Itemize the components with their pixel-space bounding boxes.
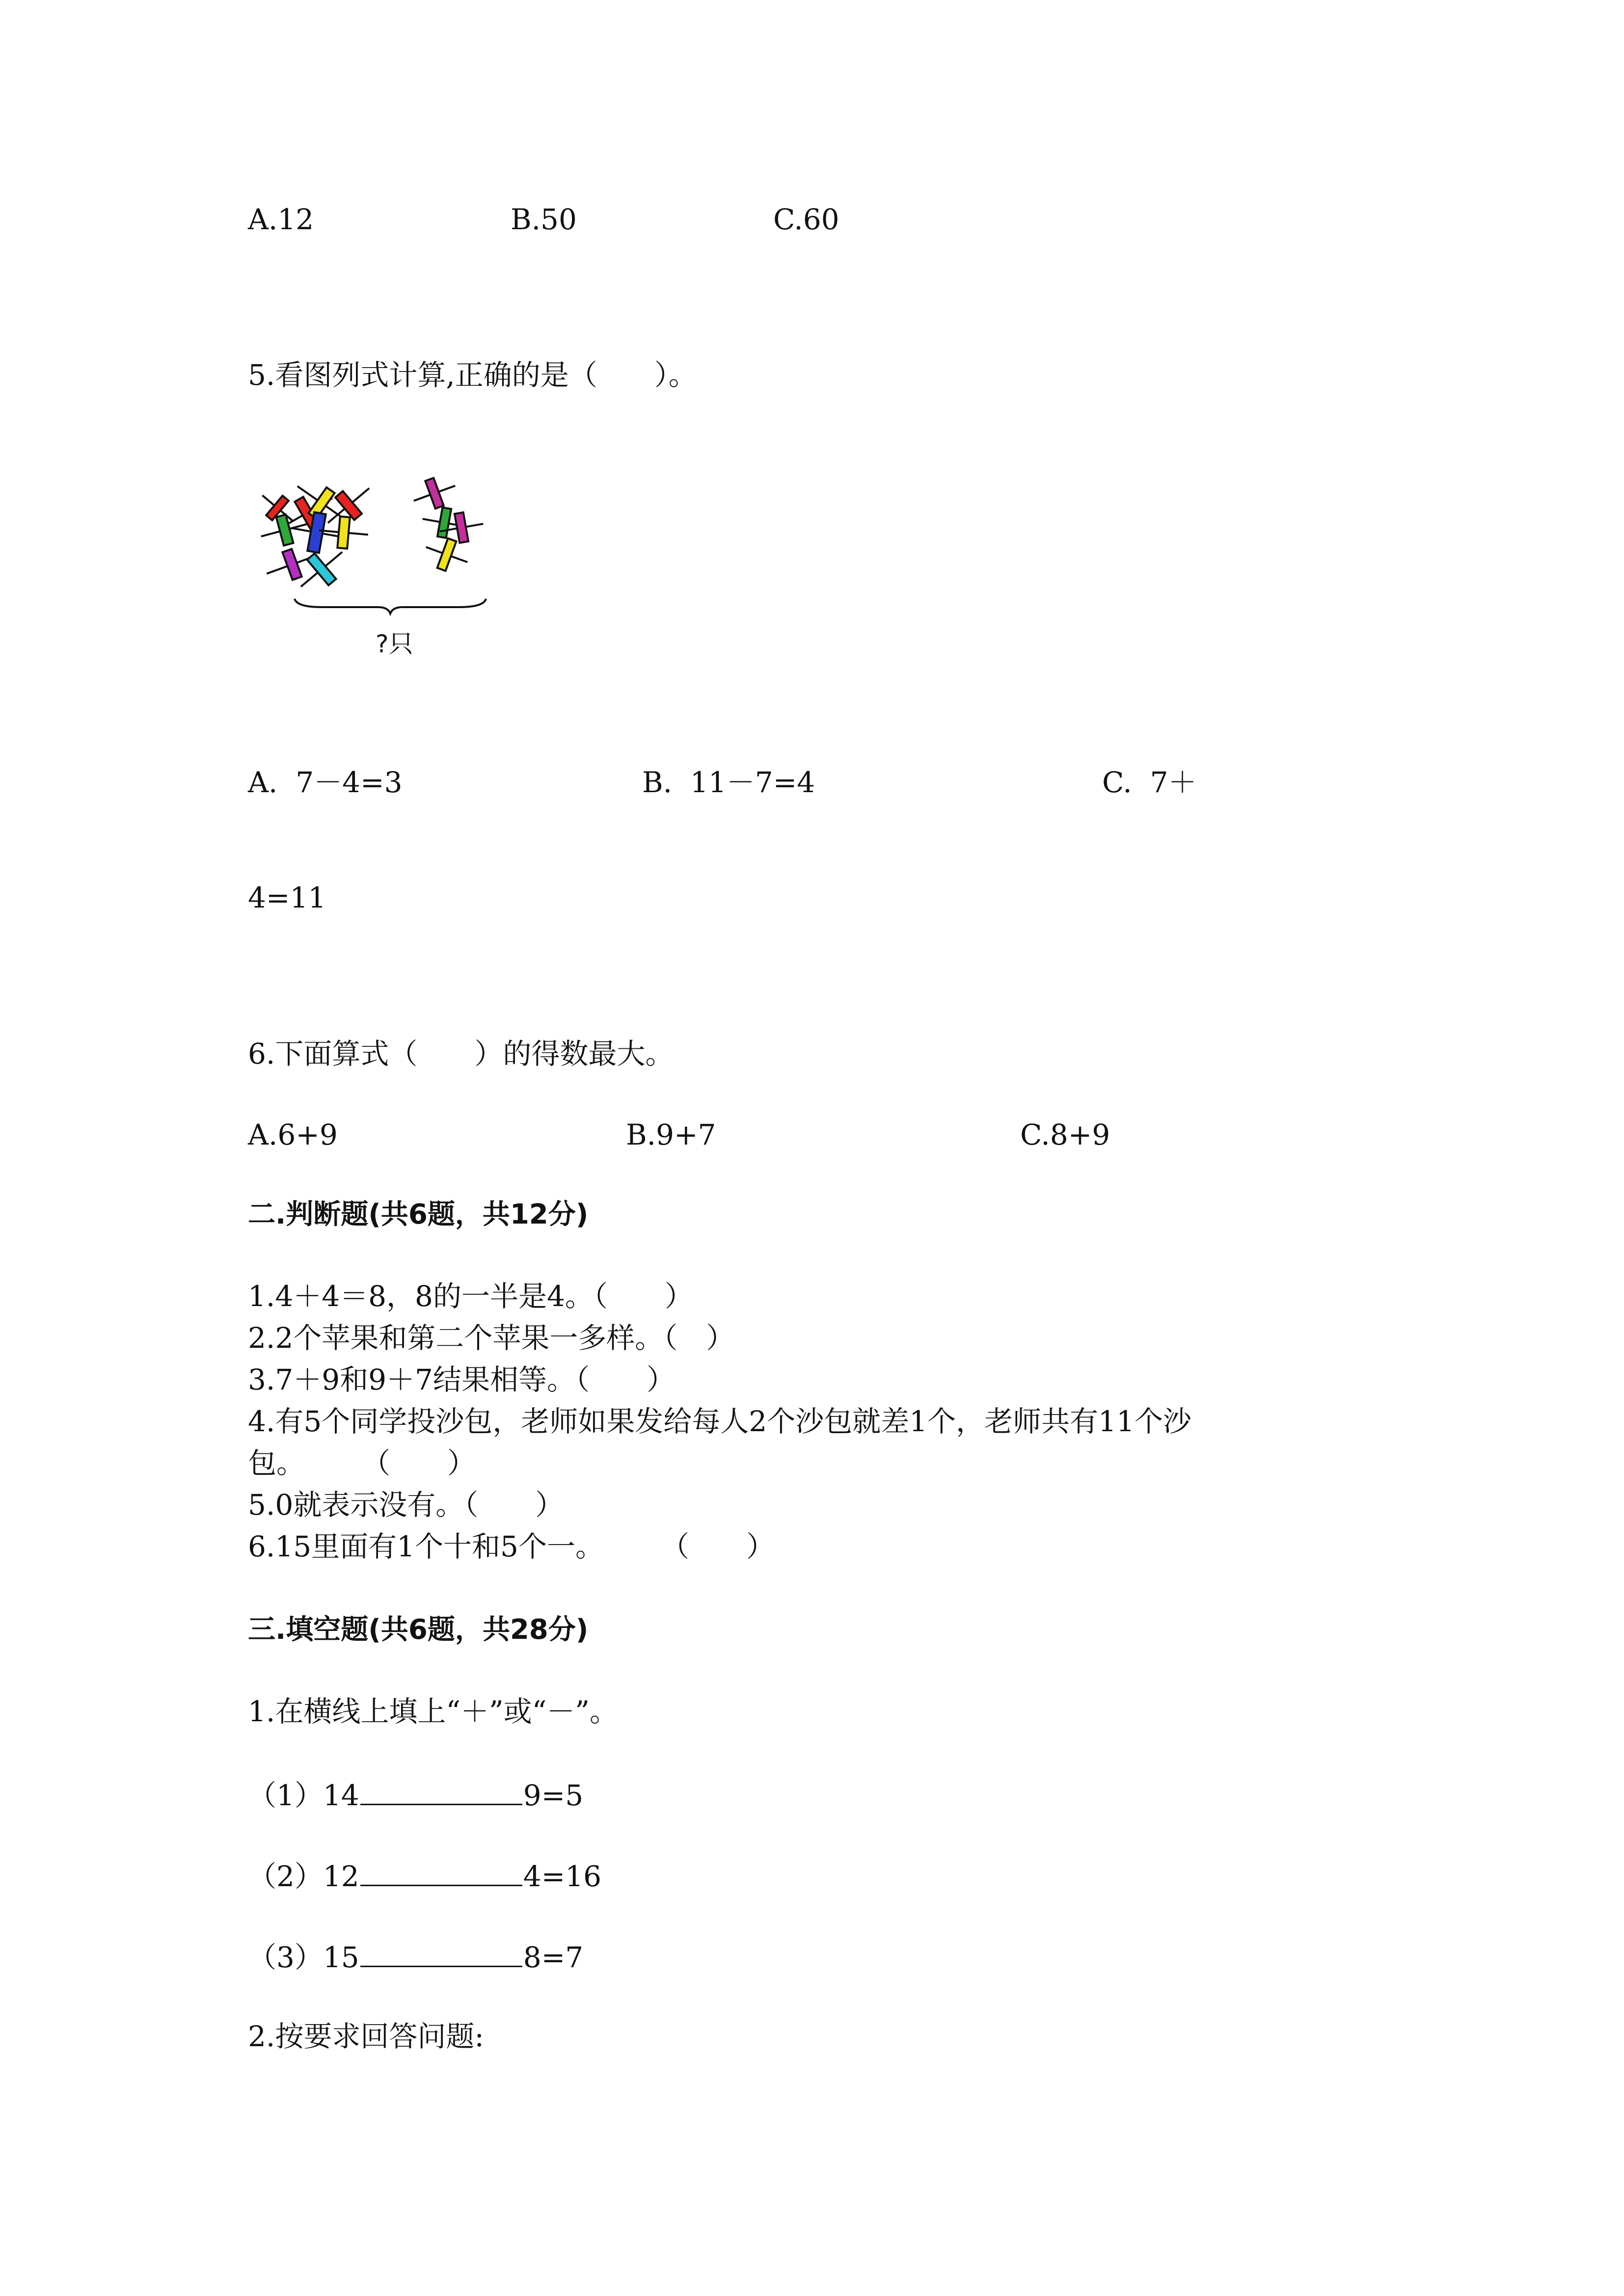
brace: [295, 599, 486, 614]
q4-option-b: B.50: [511, 203, 577, 236]
q6-option-c: C.8+9: [1020, 1118, 1110, 1151]
q5-option-c: C. 7＋: [1102, 766, 1197, 799]
q4-option-a: A.12: [248, 203, 314, 236]
section3-q1-stem: 1.在横线上填上“＋”或“－”。: [248, 1695, 618, 1728]
section2-item-6: 6.15里面有1个十和5个一。 （ ）: [248, 1530, 775, 1563]
section2-item-4-cont: 包。 （ ）: [248, 1446, 476, 1480]
q4-option-c: C.60: [773, 203, 839, 236]
section2-item-5: 5.0就表示没有。（ ）: [248, 1488, 564, 1522]
fill-line-1: [248, 1779, 583, 1810]
fill-line-1-prefix: （1）14: [248, 1779, 359, 1812]
fill-line-1-suffix: 9=5: [523, 1779, 584, 1812]
fill-line-3-suffix: 8=7: [523, 1941, 584, 1974]
q5-option-c-cont: 4=11: [248, 881, 326, 914]
fill-blank-2[interactable]: [360, 1860, 522, 1886]
section2-item-3: 3.7＋9和9＋7结果相等。（ ）: [248, 1363, 675, 1396]
q5-option-a: A. 7－4=3: [248, 766, 403, 799]
figure-label: ?只: [376, 630, 413, 658]
fill-line-3: [248, 1941, 583, 1972]
section3-heading: 三.填空题(共6题，共28分): [248, 1614, 589, 1646]
dragonfly-group-left: [254, 474, 379, 599]
section2-item-4: 4.有5个同学投沙包，老师如果发给每人2个沙包就差1个，老师共有11个沙: [248, 1405, 1191, 1438]
section2-item-2: 2.2个苹果和第二个苹果一多样。（ ）: [248, 1321, 735, 1355]
section2-heading: 二.判断题(共6题，共12分): [248, 1199, 589, 1230]
fill-line-2: [248, 1860, 601, 1891]
fill-line-2-prefix: （2）12: [248, 1860, 359, 1893]
q6-stem: 6.下面算式（ ）的得数最大。: [248, 1037, 674, 1070]
fill-line-3-prefix: （3）15: [248, 1941, 359, 1974]
q6-option-a: A.6+9: [248, 1118, 338, 1151]
fill-blank-3[interactable]: [360, 1941, 522, 1967]
section3-q2-stem: 2.按要求回答问题:: [248, 2020, 484, 2053]
fill-blank-1[interactable]: [360, 1779, 522, 1805]
section2-item-1: 1.4＋4＝8，8的一半是4。（ ）: [248, 1280, 693, 1313]
q5-stem: 5.看图列式计算,正确的是（ ）。: [248, 358, 697, 392]
q5-option-b: B. 11－7=4: [642, 766, 815, 799]
fill-line-2-suffix: 4=16: [523, 1860, 602, 1893]
dragonfly-group-right: [408, 474, 486, 577]
q6-option-b: B.9+7: [626, 1118, 716, 1151]
